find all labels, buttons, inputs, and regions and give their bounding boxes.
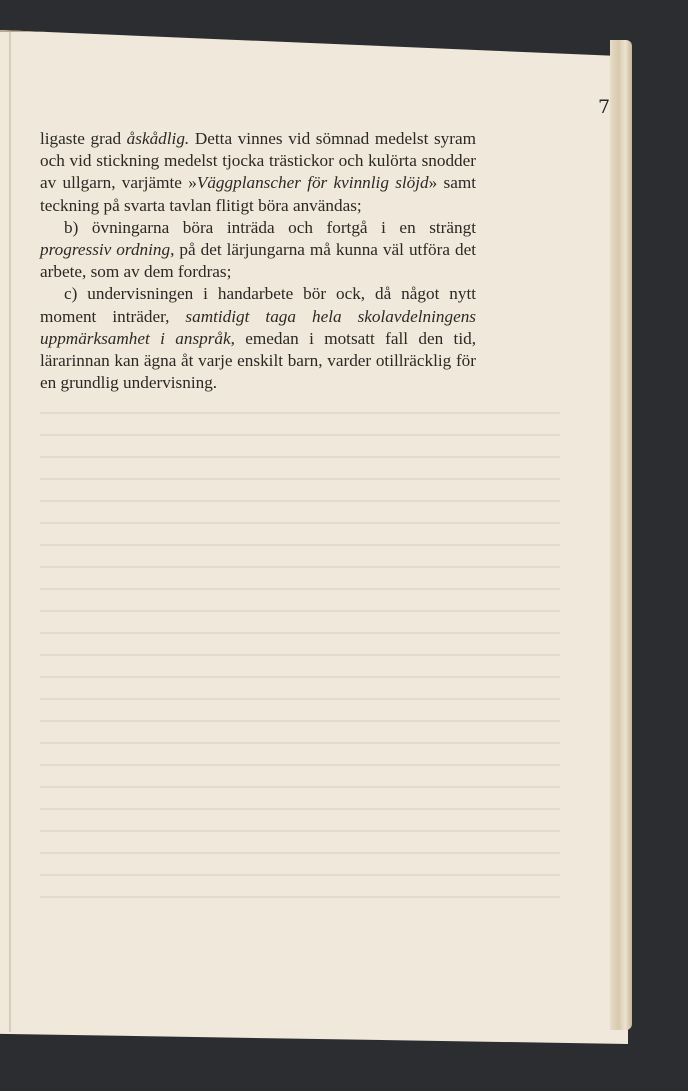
text-run: Detta vinnes vid sömnad medelst syram och vid stickning medelst tjocka trästickor och kulörta snodder av ullgarn, varjämte » — [40, 129, 476, 193]
paragraph-1 — [40, 128, 476, 217]
page-stack-edge — [610, 40, 632, 1030]
text-run: , på det lärjungarna må kunna väl utföra det arbete, som av dem fordras; — [40, 240, 477, 282]
text-run: ligaste grad — [40, 129, 127, 148]
page-number: 7 — [598, 96, 611, 118]
italic-run: åskådlig. — [126, 129, 190, 148]
text-run: , emedan i motsatt fall den tid, lärarinnan kan ägna åt varje enskilt barn, varder otillräcklig för en grundlig undervisning. — [40, 328, 476, 393]
text-run: » samt teckning på svarta tavlan flitigt böra användas; — [40, 173, 476, 215]
body-text — [40, 128, 476, 394]
text-run: c) undervisningen i handarbete bör ock, då något nytt moment inträder, — [40, 284, 476, 326]
italic-run: progressiv ordning — [40, 240, 171, 260]
paragraph-b — [40, 217, 476, 284]
italic-run: samtidigt taga hela skolavdelningens uppmärksamhet i anspråk — [40, 306, 476, 348]
show-through-text — [40, 400, 560, 900]
paragraph-c — [40, 283, 476, 394]
italic-run: Väggplanscher för kvinnlig slöjd — [196, 173, 429, 193]
gutter-fold — [9, 32, 11, 1032]
text-run: b) övningarna böra inträda och fortgå i en strängt — [64, 217, 476, 237]
